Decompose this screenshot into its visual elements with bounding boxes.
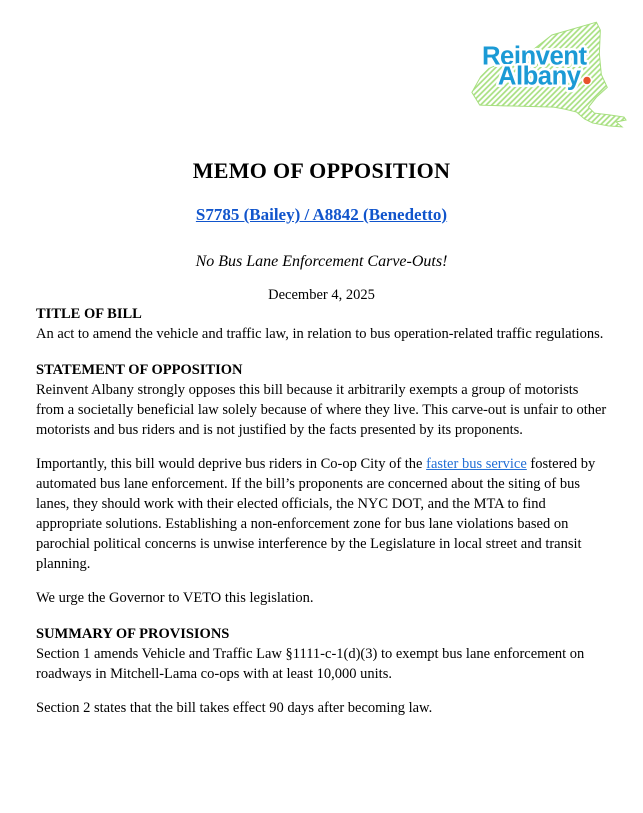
statement-paragraph-2-after-link: fostered by automated bus lane enforcement. If the bill’s proponents are concerned about the siting of bus lanes, they should work with their elected officials, the NYC DOT, and the MTA to find appropriate solutions. Establishing a non-enforcement zone for bus lane violations based on parochial political concerns is unwise interference by the Legislature in local street and transit planning. [36,456,596,572]
faster-bus-service-link[interactable]: faster bus service [426,456,527,472]
section-heading-statement-of-opposition: STATEMENT OF OPPOSITION [36,362,243,378]
memo-date: December 4, 2025 [268,287,375,303]
logo-wordmark-line1: Reinvent [481,42,587,71]
statement-paragraph-2 [36,454,607,574]
section-heading-title-of-bill: TITLE OF BILL [36,306,142,322]
statement-paragraph-2-before-link: Importantly, this bill would deprive bus riders in Co-op City of the [36,456,427,472]
section-heading-summary-of-provisions: SUMMARY OF PROVISIONS [36,626,230,642]
memo-subtitle: No Bus Lane Enforcement Carve-Outs! [195,253,448,270]
memo-title: MEMO OF OPPOSITION [192,158,451,183]
bill-numbers-link[interactable]: S7785 (Bailey) / A8842 (Benedetto) [195,205,448,224]
veto-urge-paragraph: We urge the Governor to VETO this legislation. [36,590,314,606]
albany-dot-icon [583,76,592,85]
reinvent-albany-logo [462,20,630,134]
statement-paragraph-1: Reinvent Albany strongly opposes this bill because it arbitrarily exempts a group of motorists from a societally beneficial law solely because of where they live. This carve-out is unfair to other motorists and bus riders and is not justified by the facts presented by its proponents. [36,382,607,438]
bill-line [36,204,607,225]
logo-wordmark-line2: Albany [497,62,581,91]
title-of-bill-paragraph: An act to amend the vehicle and traffic law, in relation to bus operation-related traffic regulations. [36,326,604,342]
ny-state-logo-svg [462,20,630,134]
summary-section-1-paragraph: Section 1 amends Vehicle and Traffic Law §1111-c-1(d)(3) to exempt bus lane enforcement on roadways in Mitchell-Lama co-ops with at least 10,000 units. [36,646,585,682]
summary-section-2-paragraph: Section 2 states that the bill takes effect 90 days after becoming law. [36,700,433,716]
